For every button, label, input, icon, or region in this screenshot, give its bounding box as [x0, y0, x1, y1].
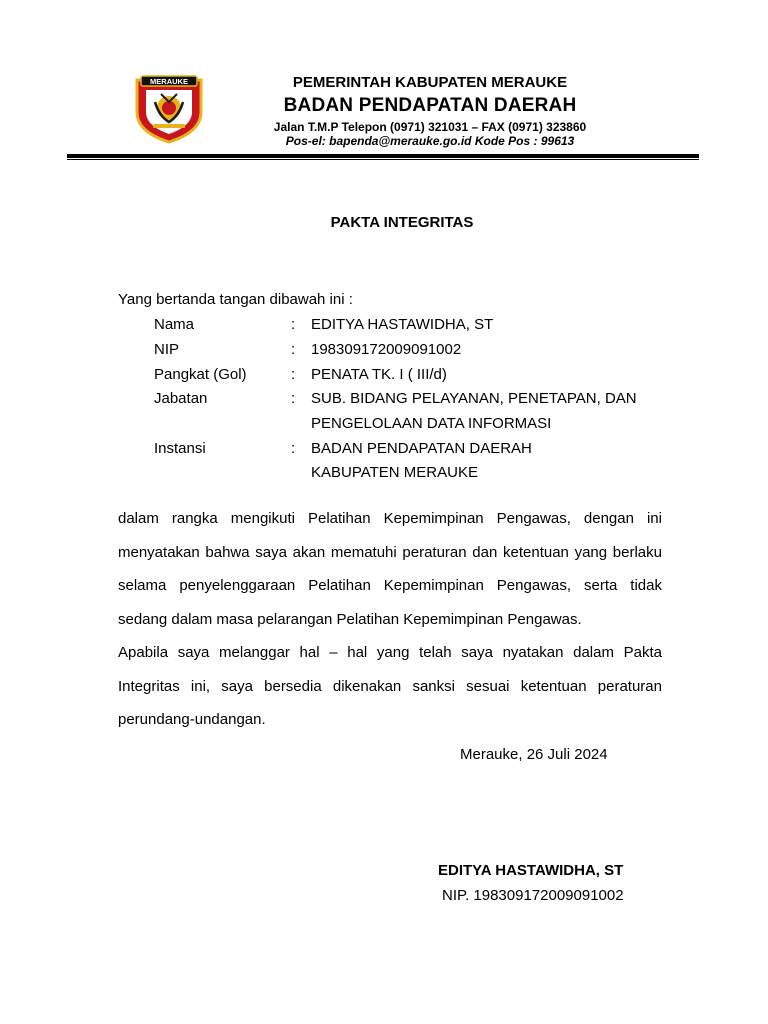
rank-value: PENATA TK. I ( III/d) — [311, 366, 447, 383]
name-label: Nama — [154, 316, 195, 333]
agency-label: Instansi — [154, 440, 206, 457]
intro-text: Yang bertanda tangan dibawah ini : — [118, 291, 353, 308]
signatory-name: EDITYA HASTAWIDHA, ST — [438, 862, 624, 879]
nip-colon: : — [291, 341, 296, 358]
name-value: EDITYA HASTAWIDHA, ST — [311, 316, 494, 333]
agency-value-line2: KABUPATEN MERAUKE — [311, 464, 478, 481]
position-label: Jabatan — [154, 390, 208, 407]
position-value-line1: SUB. BIDANG PELAYANAN, PENETAPAN, DAN — [311, 390, 637, 407]
letterhead-divider-thick — [67, 154, 699, 158]
name-colon: : — [291, 316, 296, 333]
rank-label: Pangkat (Gol) — [154, 366, 247, 383]
nip-label: NIP — [154, 341, 180, 358]
sanction-paragraph: Apabila saya melanggar hal – hal yang telah saya nyatakan dalam Pakta Integritas ini, saya bersedia dikenakan sanksi sesuai ketentuan peraturan perundang-undangan. — [118, 644, 662, 728]
letterhead-email: Pos-el: bapenda@merauke.go.id Kode Pos : 99613 — [285, 134, 575, 148]
rank-colon: : — [291, 366, 296, 383]
nip-value: 198309172009091002 — [311, 341, 462, 358]
letterhead-office: BADAN PENDAPATAN DAERAH — [283, 95, 577, 116]
letterhead-government: PEMERINTAH KABUPATEN MERAUKE — [292, 74, 568, 91]
statement-paragraph: dalam rangka mengikuti Pelatihan Kepemimpinan Pengawas, dengan ini menyatakan bahwa saya akan mematuhi peraturan dan ketentuan yang berlaku selama penyelenggaraan Pelatihan Kepemimpinan Pengawas, serta tidak sedang dalam masa pelarangan Pelatihan Kepemimpinan Pengawas. — [118, 510, 662, 628]
merauke-regency-logo — [133, 72, 205, 144]
logo-banner-text: MERAUKE — [150, 77, 188, 86]
position-colon: : — [291, 390, 296, 407]
agency-value-line1: BADAN PENDAPATAN DAERAH — [311, 440, 532, 457]
signatory-nip: NIP. 198309172009091002 — [442, 887, 624, 904]
letterhead-divider-thin — [67, 159, 699, 160]
letterhead-address: Jalan T.M.P Telepon (0971) 321031 – FAX (0971) 323860 — [273, 120, 587, 134]
place-date: Merauke, 26 Juli 2024 — [460, 746, 608, 763]
position-value-line2: PENGELOLAAN DATA INFORMASI — [311, 415, 552, 432]
agency-colon: : — [291, 440, 296, 457]
document-title: PAKTA INTEGRITAS — [330, 214, 474, 231]
